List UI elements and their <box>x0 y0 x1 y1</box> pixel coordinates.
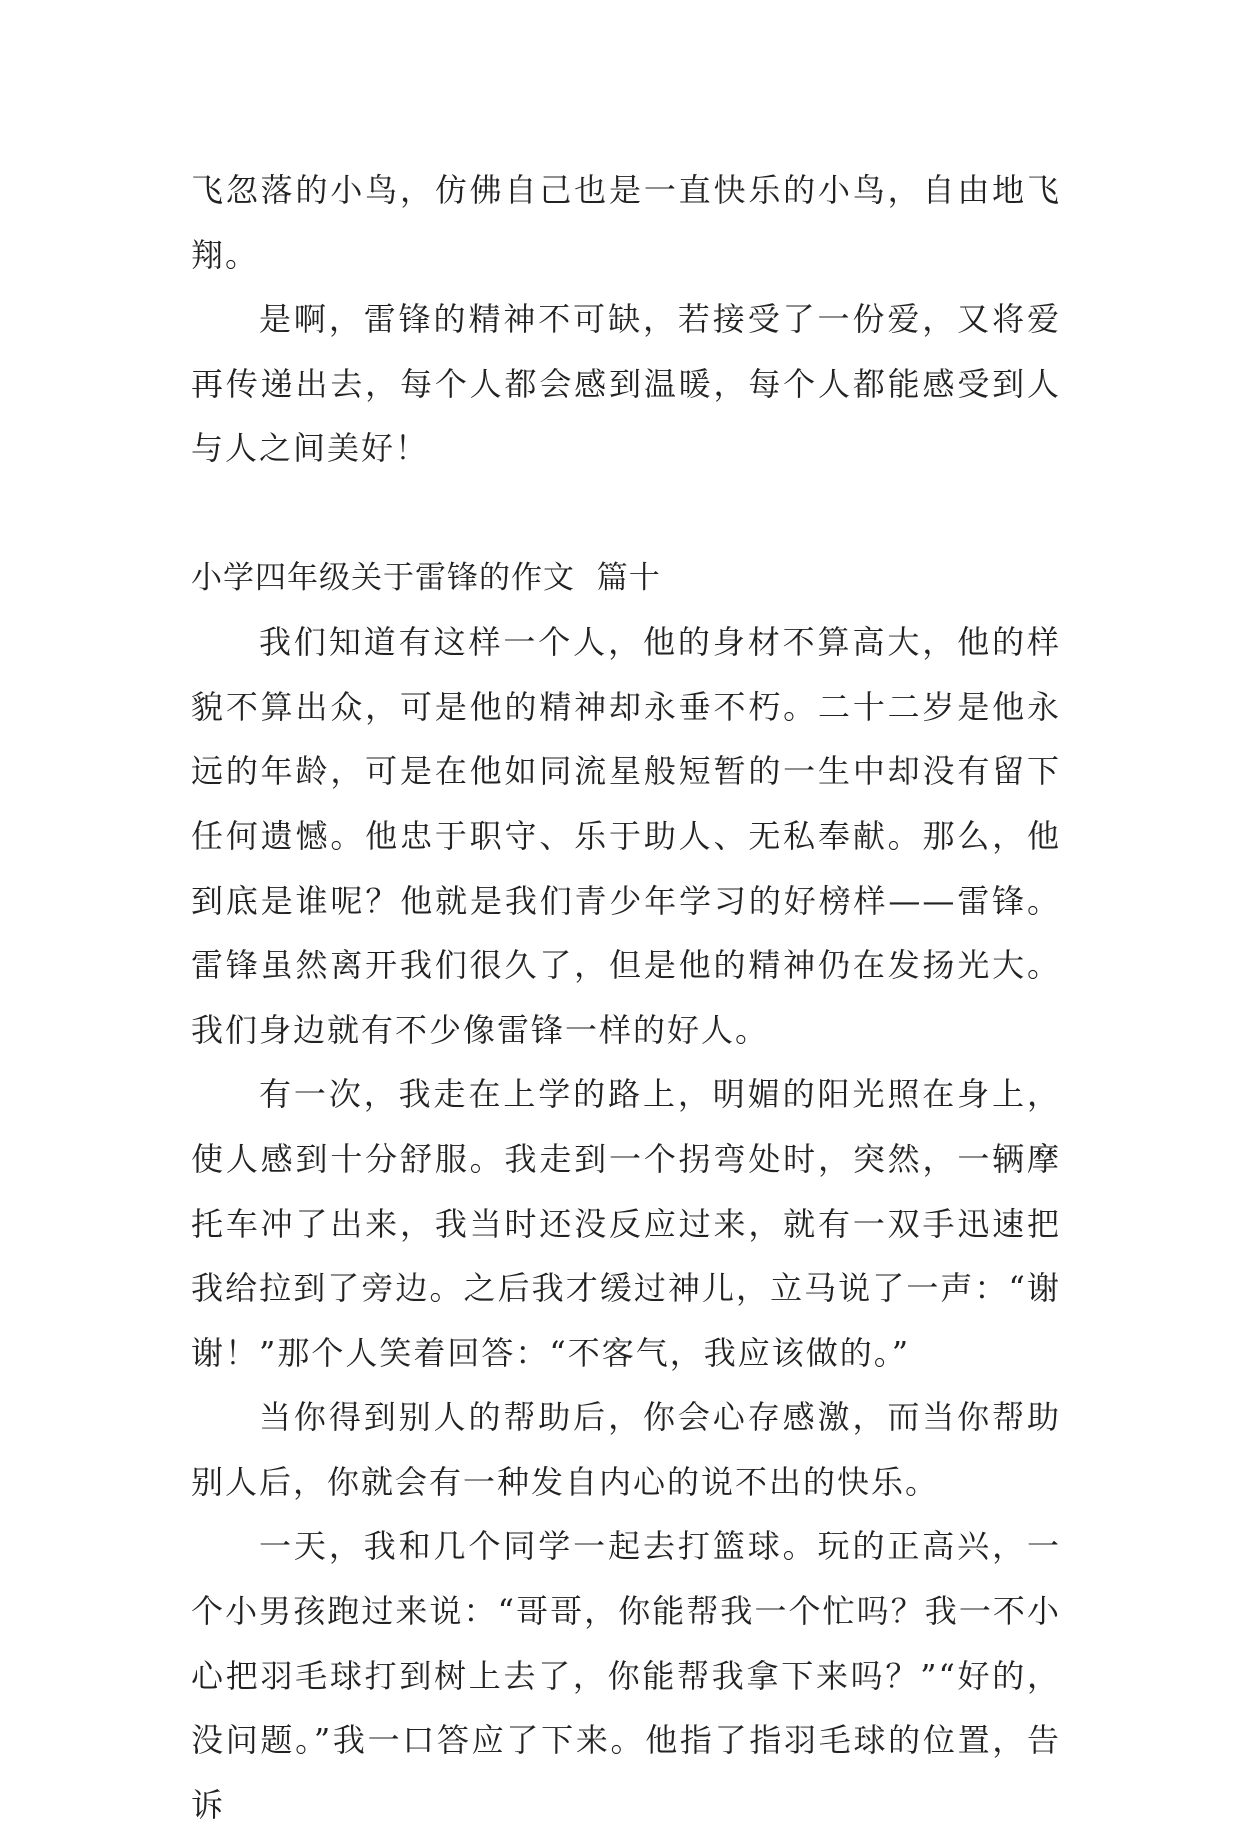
document-page <box>191 158 1061 1837</box>
paragraph: 有一次，我走在上学的路上，明媚的阳光照在身上，使人感到十分舒服。我走到一个拐弯处时，突然，一辆摩托车冲了出来，我当时还没反应过来，就有一双手迅速把我给拉到了旁边。之后我才缓过神儿，立马说了一声：“谢谢！”那个人笑着回答：“不客气，我应该做的。” <box>191 1075 1061 1372</box>
paragraph: 是啊，雷锋的精神不可缺，若接受了一份爱，又将爱再传递出去，每个人都会感到温暖，每个人都能感受到人与人之间美好！ <box>191 300 1061 468</box>
paragraph-continuation: 飞忽落的小鸟，仿佛自己也是一直快乐的小鸟，自由地飞翔。 <box>191 171 1061 274</box>
paragraph: 一天，我和几个同学一起去打篮球。玩的正高兴，一个小男孩跑过来说：“哥哥，你能帮我一个忙吗？我一不小心把羽毛球打到树上去了，你能帮我拿下来吗？”“好的，没问题。”我一口答应了下来。他指了指羽毛球的位置，告诉 <box>191 1527 1061 1824</box>
paragraph: 我们知道有这样一个人，他的身材不算高大，他的样貌不算出众，可是他的精神却永垂不朽。二十二岁是他永远的年龄，可是在他如同流星般短暂的一生中却没有留下任何遗憾。他忠于职守、乐于助人、无私奉献。那么，他到底是谁呢？他就是我们青少年学习的好榜样——雷锋。雷锋虽然离开我们很久了，但是他的精神仍在发扬光大。我们身边就有不少像雷锋一样的好人。 <box>191 623 1061 1049</box>
paragraph: 当你得到别人的帮助后，你会心存感激，而当你帮助别人后，你就会有一种发自内心的说不出的快乐。 <box>191 1398 1061 1501</box>
section-title: 小学四年级关于雷锋的作文 篇十 <box>191 559 661 596</box>
